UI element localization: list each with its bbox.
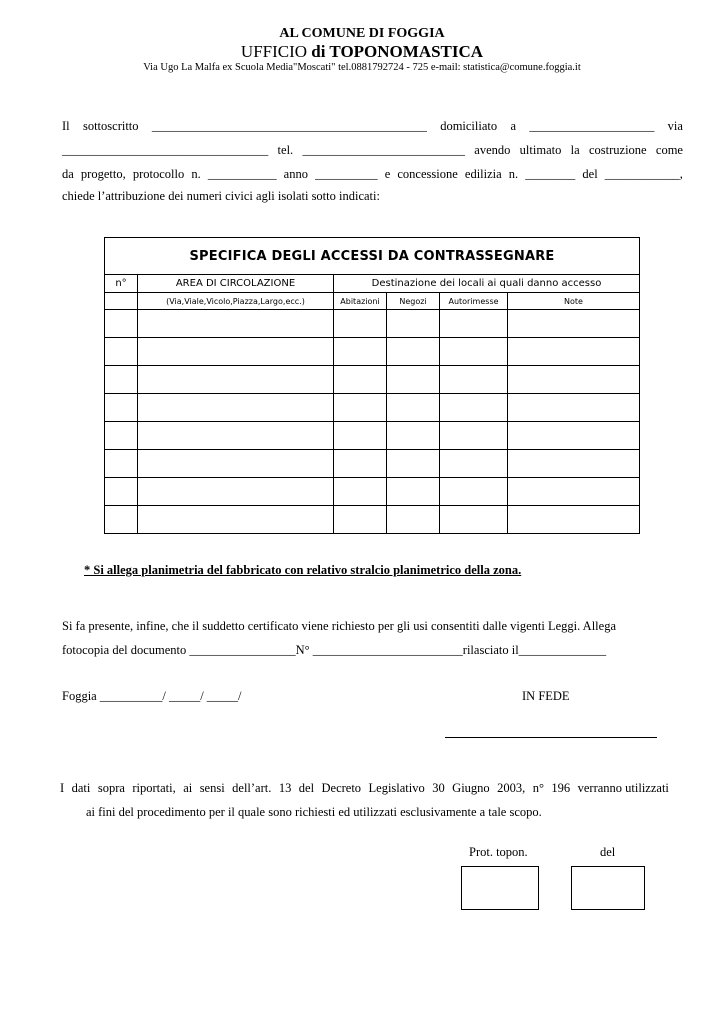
intro-word: la [570,143,580,157]
cell-autorimesse[interactable] [440,394,508,422]
intro-word: come [655,143,683,157]
privacy-word: dati [71,781,91,795]
intro-word: tel. [277,143,294,157]
privacy-word: 196 [551,781,571,795]
cell-area[interactable] [138,310,334,338]
col-area-header: AREA DI CIRCOLAZIONE [138,275,334,293]
cell-n[interactable] [105,506,138,534]
attachment-note: * Si allega planimetria del fabbricato con relativo stralcio planimetrico della zona. [84,563,522,577]
intro-word: ____________, [604,167,683,181]
intro-word: e [384,167,391,181]
in-fede-label: IN FEDE [522,689,570,703]
table-row [105,422,640,450]
intro-word: ultimato [519,143,562,157]
privacy-line-2: ai fini del procedimento per il quale sono richiesti ed utilizzati esclusivamente a tale scopo. [86,805,542,819]
privacy-word: riportati, [132,781,176,795]
privacy-word: sensi [199,781,225,795]
sub-empty-cell [105,293,138,310]
intro-word: a [510,119,517,133]
cell-n[interactable] [105,310,138,338]
office-subtitle-b: di TOPONOMASTICA [311,42,484,61]
col-number-header: n° [105,275,138,293]
privacy-word: I [60,781,65,795]
table-row [105,478,640,506]
cell-negozi[interactable] [387,450,440,478]
cell-note[interactable] [508,338,640,366]
table-row [105,366,640,394]
cell-area[interactable] [138,478,334,506]
del-label: del [600,845,616,859]
sub-col-note: Note [508,293,640,310]
table-row [105,310,640,338]
cell-note[interactable] [508,450,640,478]
cell-abitazioni[interactable] [334,478,387,506]
privacy-word: ai [183,781,193,795]
privacy-word: dell’art. [232,781,272,795]
cell-area[interactable] [138,366,334,394]
intro-word: n. [191,167,201,181]
cell-negozi[interactable] [387,310,440,338]
table-row [105,394,640,422]
privacy-word: 13 [278,781,292,795]
intro-word: anno [283,167,308,181]
intro-word: __________________________ [302,143,465,157]
cell-area[interactable] [138,338,334,366]
intro-word: domiciliato [440,119,498,133]
office-title: AL COMUNE DI FOGGIA [279,26,445,41]
intro-line-3 [62,167,683,182]
cell-abitazioni[interactable] [334,366,387,394]
intro-word: protocollo [132,167,185,181]
cell-n[interactable] [105,450,138,478]
cell-autorimesse[interactable] [440,422,508,450]
intro-word: __________ [315,167,378,181]
intro-word: ________ [525,167,576,181]
privacy-word: sopra [97,781,125,795]
intro-word: via [667,119,683,133]
intro-word: _________________________________ [62,143,269,157]
table-row [105,338,640,366]
cell-autorimesse[interactable] [440,366,508,394]
closing-line-2: fotocopia del documento _________________N° ________________________rilasciato il______________ [62,643,607,657]
intro-word: ____________________ [529,119,655,133]
cell-autorimesse[interactable] [440,506,508,534]
cell-n[interactable] [105,338,138,366]
intro-word: da [62,167,74,181]
cell-note[interactable] [508,394,640,422]
cell-negozi[interactable] [387,506,440,534]
cell-autorimesse[interactable] [440,450,508,478]
cell-note[interactable] [508,478,640,506]
cell-autorimesse[interactable] [440,338,508,366]
cell-abitazioni[interactable] [334,506,387,534]
privacy-word: 2003, [497,781,526,795]
cell-n[interactable] [105,478,138,506]
cell-autorimesse[interactable] [440,478,508,506]
intro-word: Il [62,119,70,133]
privacy-line-1 [60,781,669,796]
privacy-word: Decreto [321,781,362,795]
cell-note[interactable] [508,422,640,450]
cell-negozi[interactable] [387,394,440,422]
intro-word: n. [508,167,519,181]
privacy-word: del [298,781,315,795]
cell-area[interactable] [138,422,334,450]
table-row [105,506,640,534]
intro-word: edilizia [464,167,502,181]
privacy-word: verranno utilizzati [577,781,669,795]
cell-note[interactable] [508,366,640,394]
cell-abitazioni[interactable] [334,338,387,366]
privacy-word: Legislativo [368,781,425,795]
sub-area-hint: (Via,Viale,Vicolo,Piazza,Largo,ecc.) [138,293,334,310]
prot-date-box[interactable] [571,866,645,910]
cell-area[interactable] [138,506,334,534]
col-destination-header: Destinazione dei locali ai quali danno accesso [334,275,640,293]
sub-col-autorimesse: Autorimesse [440,293,508,310]
cell-autorimesse[interactable] [440,310,508,338]
signature-line[interactable] [445,737,657,738]
intro-word: progetto, [80,167,126,181]
intro-line-2 [62,143,683,158]
intro-word: ___________ [207,167,277,181]
cell-negozi[interactable] [387,338,440,366]
cell-area[interactable] [138,450,334,478]
sub-col-negozi: Negozi [387,293,440,310]
table-row [105,450,640,478]
cell-abitazioni[interactable] [334,450,387,478]
cell-note[interactable] [508,310,640,338]
closing-line-1: Si fa presente, infine, che il suddetto certificato viene richiesto per gli usi consentiti dalle vigenti Leggi. Allega [62,619,616,633]
prot-label: Prot. topon. [469,845,528,859]
prot-number-box[interactable] [461,866,539,910]
intro-line-4: chiede l’attribuzione dei numeri civici agli isolati sotto indicati: [62,189,380,203]
office-subtitle-a: UFFICIO [240,42,312,61]
office-address: Via Ugo La Malfa ex Scuola Media"Moscati" tel.0881792724 - 725 e-mail: statistica@comune.foggia.it [143,62,581,73]
cell-n[interactable] [105,366,138,394]
cell-n[interactable] [105,394,138,422]
cell-n[interactable] [105,422,138,450]
cell-negozi[interactable] [387,478,440,506]
intro-word: costruzione [588,143,647,157]
privacy-word: n° [532,781,544,795]
intro-line-1 [62,119,683,134]
cell-negozi[interactable] [387,422,440,450]
cell-negozi[interactable] [387,366,440,394]
cell-abitazioni[interactable] [334,422,387,450]
date-field: Foggia __________/ _____/ _____/ [62,689,242,703]
cell-abitazioni[interactable] [334,310,387,338]
cell-area[interactable] [138,394,334,422]
intro-word: avendo [474,143,511,157]
intro-word: sottoscritto [82,119,139,133]
intro-word: del [582,167,598,181]
sub-col-abitazioni: Abitazioni [334,293,387,310]
privacy-word: Giugno [452,781,490,795]
privacy-word: 30 [432,781,445,795]
cell-note[interactable] [508,506,640,534]
table-title: SPECIFICA DEGLI ACCESSI DA CONTRASSEGNARE [105,238,640,275]
office-subtitle [0,42,724,62]
intro-word: ____________________________________________ [151,119,427,133]
cell-abitazioni[interactable] [334,394,387,422]
access-table [104,237,640,534]
intro-word: concessione [397,167,458,181]
